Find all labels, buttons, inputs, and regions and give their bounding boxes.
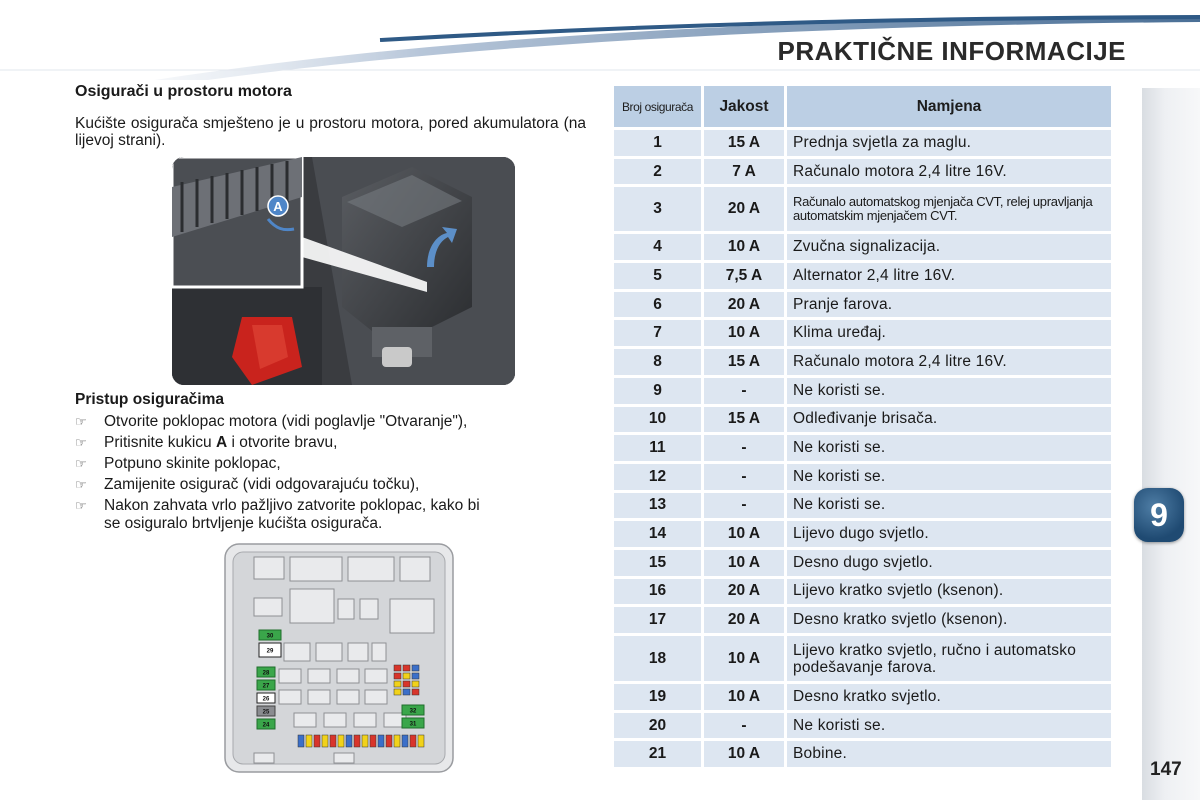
list-item: ☞ Otvorite poklopac motora (vidi poglavlje "Otvaranje"), bbox=[75, 413, 468, 430]
fuse-purpose-cell: Lijevo kratko svjetlo (ksenon). bbox=[787, 579, 1114, 608]
fuse-purpose-cell: Alternator 2,4 litre 16V. bbox=[787, 263, 1114, 292]
header-fuse-number: Broj osigurača bbox=[614, 86, 704, 130]
table-row bbox=[614, 607, 1114, 636]
fuse-purpose-cell: Odleđivanje brisača. bbox=[787, 407, 1114, 436]
fuse-rating-cell: - bbox=[704, 378, 787, 407]
fuse-rating-cell: - bbox=[704, 713, 787, 742]
fuse-rating-cell: 7,5 A bbox=[704, 263, 787, 292]
fuse-rating-cell: 10 A bbox=[704, 320, 787, 349]
fuse-number-cell: 14 bbox=[614, 521, 704, 550]
fuse-number-cell: 7 bbox=[614, 320, 704, 349]
fuse-number-cell: 4 bbox=[614, 234, 704, 263]
table-row bbox=[614, 378, 1114, 407]
fuse-purpose-cell: Prednja svjetla za maglu. bbox=[787, 130, 1114, 159]
table-row bbox=[614, 550, 1114, 579]
chapter-tab[interactable]: 9 bbox=[1134, 488, 1184, 542]
fuse-rating-cell: 10 A bbox=[704, 741, 787, 770]
fuse-purpose-cell: Računalo motora 2,4 litre 16V. bbox=[787, 159, 1114, 188]
fuse-purpose-cell: Zvučna signalizacija. bbox=[787, 234, 1114, 263]
fuse-label-32: 32 bbox=[409, 708, 417, 715]
fuse-rating-cell: 20 A bbox=[704, 187, 787, 234]
pointing-hand-icon: ☞ bbox=[75, 498, 87, 513]
fuse-number-cell: 6 bbox=[614, 292, 704, 321]
access-steps-list bbox=[75, 411, 586, 532]
fuse-label-26: 26 bbox=[262, 696, 270, 703]
fuse-number-cell: 20 bbox=[614, 713, 704, 742]
fuse-table bbox=[614, 86, 1114, 770]
page-number: 147 bbox=[1150, 759, 1182, 780]
fuse-purpose-cell: Klima uređaj. bbox=[787, 320, 1114, 349]
photo-marker-a: A bbox=[273, 199, 283, 214]
table-row bbox=[614, 130, 1114, 159]
fuse-number-cell: 13 bbox=[614, 493, 704, 522]
fuse-rating-cell: 10 A bbox=[704, 684, 787, 713]
section-title: Osigurači u prostoru motora bbox=[75, 83, 292, 100]
fuse-number-cell: 19 bbox=[614, 684, 704, 713]
engine-bay-photo bbox=[172, 157, 515, 385]
fuse-number-cell: 1 bbox=[614, 130, 704, 159]
fuse-label-30: 30 bbox=[266, 633, 274, 640]
table-row bbox=[614, 407, 1114, 436]
fuse-purpose-cell: Ne koristi se. bbox=[787, 378, 1114, 407]
fuse-number-cell: 9 bbox=[614, 378, 704, 407]
fuse-rating-cell: 15 A bbox=[704, 407, 787, 436]
fuse-number-cell: 15 bbox=[614, 550, 704, 579]
fuse-label-25: 25 bbox=[262, 709, 270, 716]
fuse-purpose-cell: Ne koristi se. bbox=[787, 435, 1114, 464]
pointing-hand-icon: ☞ bbox=[75, 435, 87, 450]
table-row bbox=[614, 741, 1114, 770]
fuse-purpose-cell: Bobine. bbox=[787, 741, 1114, 770]
fuse-box-diagram bbox=[224, 543, 454, 773]
list-item: ☞ Nakon zahvata vrlo pažljivo zatvorite poklopac, kako bi se osiguralo brtvljenje kućišta osigurača. bbox=[75, 497, 480, 532]
fuse-number-cell: 16 bbox=[614, 579, 704, 608]
fuse-label-29: 29 bbox=[266, 648, 274, 655]
fuse-rating-cell: 15 A bbox=[704, 349, 787, 378]
header-rating: Jakost bbox=[704, 86, 787, 130]
fuse-number-cell: 5 bbox=[614, 263, 704, 292]
table-row bbox=[614, 636, 1114, 684]
header-purpose: Namjena bbox=[787, 86, 1114, 130]
table-header-row bbox=[614, 86, 1114, 130]
fuse-rating-cell: 15 A bbox=[704, 130, 787, 159]
table-row bbox=[614, 292, 1114, 321]
fuse-rating-cell: 20 A bbox=[704, 607, 787, 636]
fuse-rating-cell: 20 A bbox=[704, 579, 787, 608]
table-row bbox=[614, 320, 1114, 349]
fuse-rating-cell: 20 A bbox=[704, 292, 787, 321]
table-row bbox=[614, 493, 1114, 522]
fuse-purpose-cell: Računalo motora 2,4 litre 16V. bbox=[787, 349, 1114, 378]
fuse-purpose-cell: Lijevo kratko svjetlo, ručno i automatsko podešavanje farova. bbox=[787, 636, 1114, 684]
list-item: ☞ Potpuno skinite poklopac, bbox=[75, 455, 281, 472]
fuse-number-cell: 10 bbox=[614, 407, 704, 436]
fuse-number-cell: 21 bbox=[614, 741, 704, 770]
fuse-purpose-cell: Desno dugo svjetlo. bbox=[787, 550, 1114, 579]
fuse-number-cell: 17 bbox=[614, 607, 704, 636]
page-header-title: PRAKTIČNE INFORMACIJE bbox=[777, 36, 1126, 66]
table-row bbox=[614, 263, 1114, 292]
table-row bbox=[614, 464, 1114, 493]
fuse-label-28: 28 bbox=[262, 670, 270, 677]
side-margin-strip bbox=[1142, 88, 1200, 800]
fuse-rating-cell: - bbox=[704, 493, 787, 522]
table-row bbox=[614, 713, 1114, 742]
fuse-rating-cell: - bbox=[704, 464, 787, 493]
fuse-rating-cell: 10 A bbox=[704, 550, 787, 579]
table-row bbox=[614, 521, 1114, 550]
fuse-purpose-cell: Lijevo dugo svjetlo. bbox=[787, 521, 1114, 550]
list-item: ☞ Pritisnite kukicu A i otvorite bravu, bbox=[75, 434, 338, 451]
fuse-number-cell: 8 bbox=[614, 349, 704, 378]
access-title: Pristup osiguračima bbox=[75, 391, 225, 408]
fuse-number-cell: 2 bbox=[614, 159, 704, 188]
intro-paragraph: Kućište osigurača smješteno je u prostoru motora, pored akumulatora (na lijevoj strani). bbox=[75, 115, 586, 149]
list-item: ☞ Zamijenite osigurač (vidi odgovarajuću točku), bbox=[75, 476, 420, 493]
fuse-number-cell: 11 bbox=[614, 435, 704, 464]
table-row bbox=[614, 579, 1114, 608]
fuse-purpose-cell: Desno kratko svjetlo (ksenon). bbox=[787, 607, 1114, 636]
fuse-purpose-cell: Ne koristi se. bbox=[787, 493, 1114, 522]
fuse-rating-cell: 7 A bbox=[704, 159, 787, 188]
fuse-label-27: 27 bbox=[262, 683, 270, 690]
table-row bbox=[614, 234, 1114, 263]
pointing-hand-icon: ☞ bbox=[75, 456, 87, 471]
table-row bbox=[614, 187, 1114, 234]
table-row bbox=[614, 349, 1114, 378]
fuse-rating-cell: 10 A bbox=[704, 636, 787, 684]
fuse-rating-cell: 10 A bbox=[704, 521, 787, 550]
fuse-label-24: 24 bbox=[262, 722, 270, 729]
fuse-rating-cell: 10 A bbox=[704, 234, 787, 263]
table-row bbox=[614, 159, 1114, 188]
fuse-number-cell: 3 bbox=[614, 187, 704, 234]
table-row bbox=[614, 435, 1114, 464]
pointing-hand-icon: ☞ bbox=[75, 477, 87, 492]
table-row bbox=[614, 684, 1114, 713]
fuse-purpose-cell: Ne koristi se. bbox=[787, 713, 1114, 742]
fuse-number-cell: 12 bbox=[614, 464, 704, 493]
fuse-purpose-cell: Pranje farova. bbox=[787, 292, 1114, 321]
fuse-purpose-cell: Ne koristi se. bbox=[787, 464, 1114, 493]
fuse-purpose-cell: Računalo automatskog mjenjača CVT, relej upravljanja automatskim mjenjačem CVT. bbox=[787, 187, 1114, 234]
fuse-label-31: 31 bbox=[409, 721, 417, 728]
fuse-rating-cell: - bbox=[704, 435, 787, 464]
fuse-number-cell: 18 bbox=[614, 636, 704, 684]
pointing-hand-icon: ☞ bbox=[75, 414, 87, 429]
fuse-purpose-cell: Desno kratko svjetlo. bbox=[787, 684, 1114, 713]
